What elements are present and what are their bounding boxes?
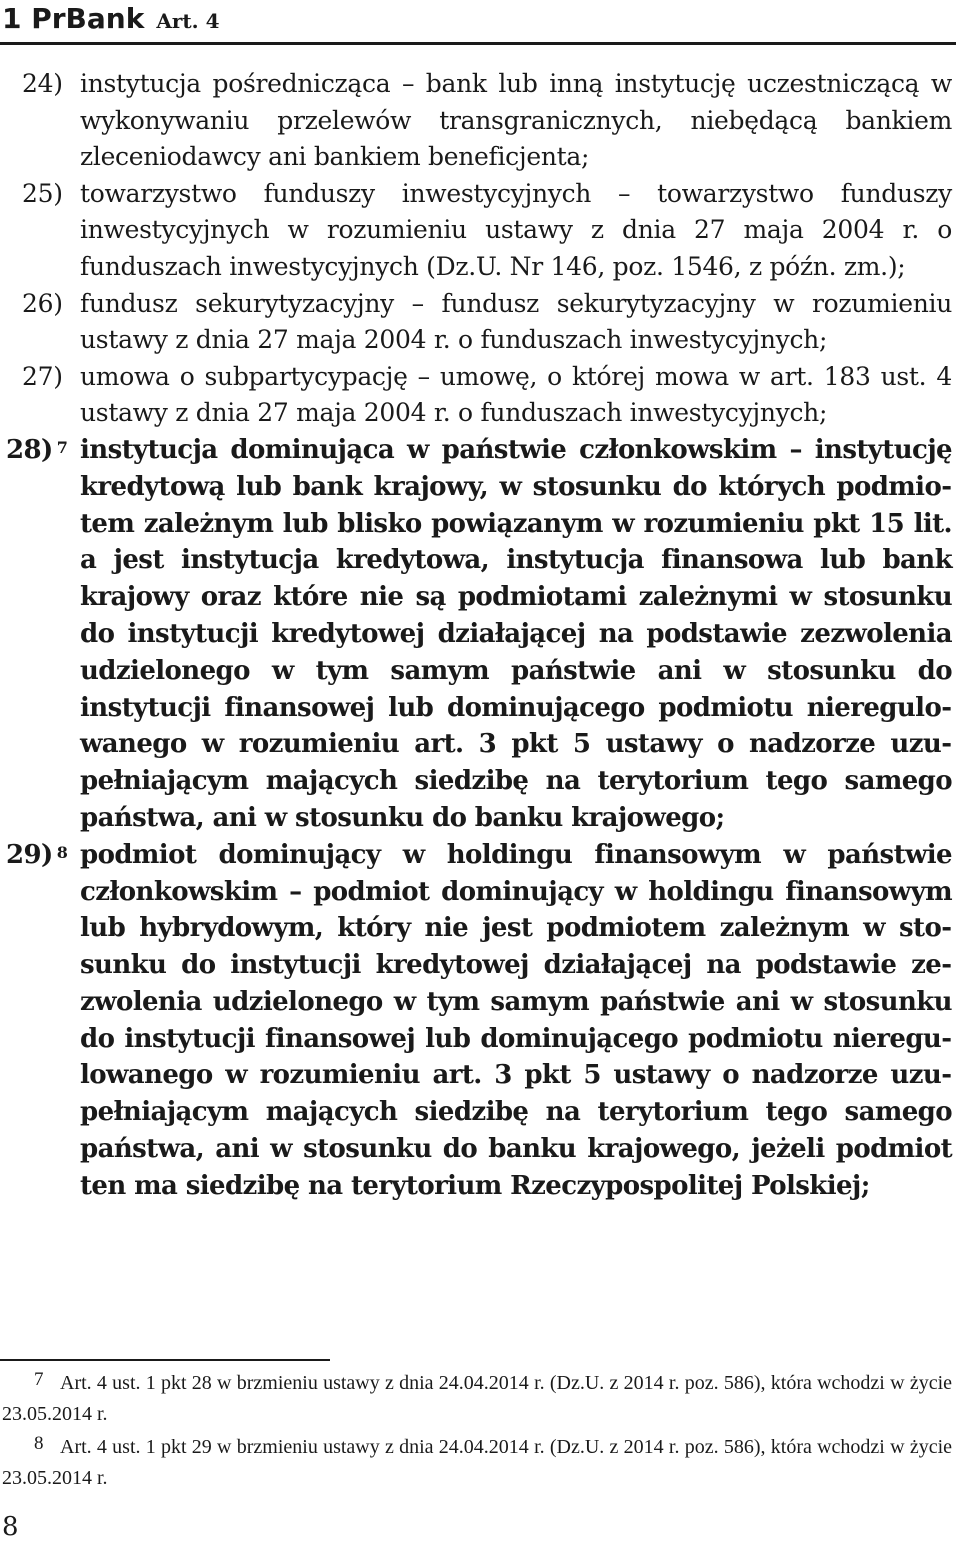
footnote-reference[interactable]: 8 — [56, 842, 68, 862]
footnote-mark: 8 — [34, 1433, 44, 1454]
footnote-divider — [0, 1359, 330, 1361]
list-item — [0, 837, 952, 1205]
footnotes — [2, 1368, 952, 1496]
item-number: 28) — [6, 434, 53, 465]
header-article: Art. 4 — [156, 9, 220, 33]
item-number: 29) — [6, 839, 53, 870]
item-number: 26) — [22, 288, 63, 318]
footnote — [2, 1432, 952, 1494]
footnote-reference[interactable]: 7 — [56, 437, 68, 457]
item-text: towarzystwo funduszy inwestycyjnych – towarzystwo funduszy inwestycyjnych w rozumieniu ustawy z dnia 27 maja 2004 r. o funduszach inwestycyjnych (Dz.U. Nr 146, poz. 1546, z późn. zm.); — [80, 178, 952, 281]
footnote-text: Art. 4 ust. 1 pkt 28 w brzmieniu ustawy z dnia 24.04.2014 r. (Dz.U. z 2014 r. poz. 586), która wchodzi w życie 23.05.2014 r. — [2, 1372, 952, 1425]
footnote-mark: 7 — [34, 1369, 44, 1390]
list-item — [0, 286, 952, 359]
footnote — [2, 1368, 952, 1430]
item-text: fundusz sekurytyzacyjny – fundusz sekurytyzacyjny w rozumieniu ustawy z dnia 27 maja 2004 r. o funduszach inwestycyjnych; — [80, 288, 952, 355]
list-item — [0, 66, 952, 176]
item-number: 27) — [22, 361, 63, 391]
item-text: instytucja dominująca w państwie członkowskim – instytucję kredytową lub bank krajowy, w stosunku do których podmiotem zależnym lub blisko powiązanym w rozumieniu pkt 15 lit. a jest instytucja kredytowa, instytucja finansowa lub bank krajowy oraz które nie są podmiotami zależnymi w stosunku do instytucji kredytowej działającej na podstawie zezwolenia udzielonego w tym samym państwie ani w stosunku do instytucji finansowej lub dominującego podmiotu nieregulowanego w rozumieniu art. 3 pkt 5 ustawy o nadzorze uzupełniającym mających siedzibę na terytorium tego samego państwa, ani w stosunku do banku krajowego; — [80, 434, 952, 833]
list-item — [0, 359, 952, 432]
running-head — [2, 0, 220, 40]
header-title: 1 PrBank — [2, 2, 145, 35]
page-number: 8 — [2, 1512, 19, 1542]
item-number: 24) — [22, 69, 63, 98]
list-item — [0, 176, 952, 286]
item-text: instytucja pośrednicząca – bank lub inną instytucję uczestniczącą w wykonywaniu przelewów transgranicznych, niebędącą bankiem zleceniodawcy ani bankiem beneficjenta; — [80, 69, 952, 172]
item-number-wrap — [6, 432, 67, 469]
page-header — [0, 0, 956, 45]
item-text: podmiot dominujący w holdingu finansowym w państwie członkowskim – podmiot dominujący w holdingu finansowym lub hybrydowym, który nie jest podmiotem zależnym w stosunku do instytucji kredytowej działającej na podstawie zezwolenia udzielonego w tym samym państwie ani w stosunku do instytucji finansowej lub dominującego podmiotu nieregulowanego w rozumieniu art. 3 pkt 5 ustawy o nadzorze uzupełniającym mających siedzibę na terytorium tego samego państwa, ani w stosunku do banku krajowego, jeżeli podmiot ten ma siedzibę na terytorium Rzeczypospolitej Polskiej; — [80, 839, 952, 1201]
item-number-wrap — [6, 837, 67, 874]
item-number: 25) — [22, 178, 63, 208]
item-text: umowa o subpartycypację – umowę, o której mowa w art. 183 ust. 4 ustawy z dnia 27 maja 2004 r. o funduszach inwestycyjnych; — [80, 361, 952, 428]
definitions-list — [0, 66, 952, 1205]
list-item — [0, 432, 952, 837]
footnote-text: Art. 4 ust. 1 pkt 29 w brzmieniu ustawy z dnia 24.04.2014 r. (Dz.U. z 2014 r. poz. 586), która wchodzi w życie 23.05.2014 r. — [2, 1436, 952, 1489]
